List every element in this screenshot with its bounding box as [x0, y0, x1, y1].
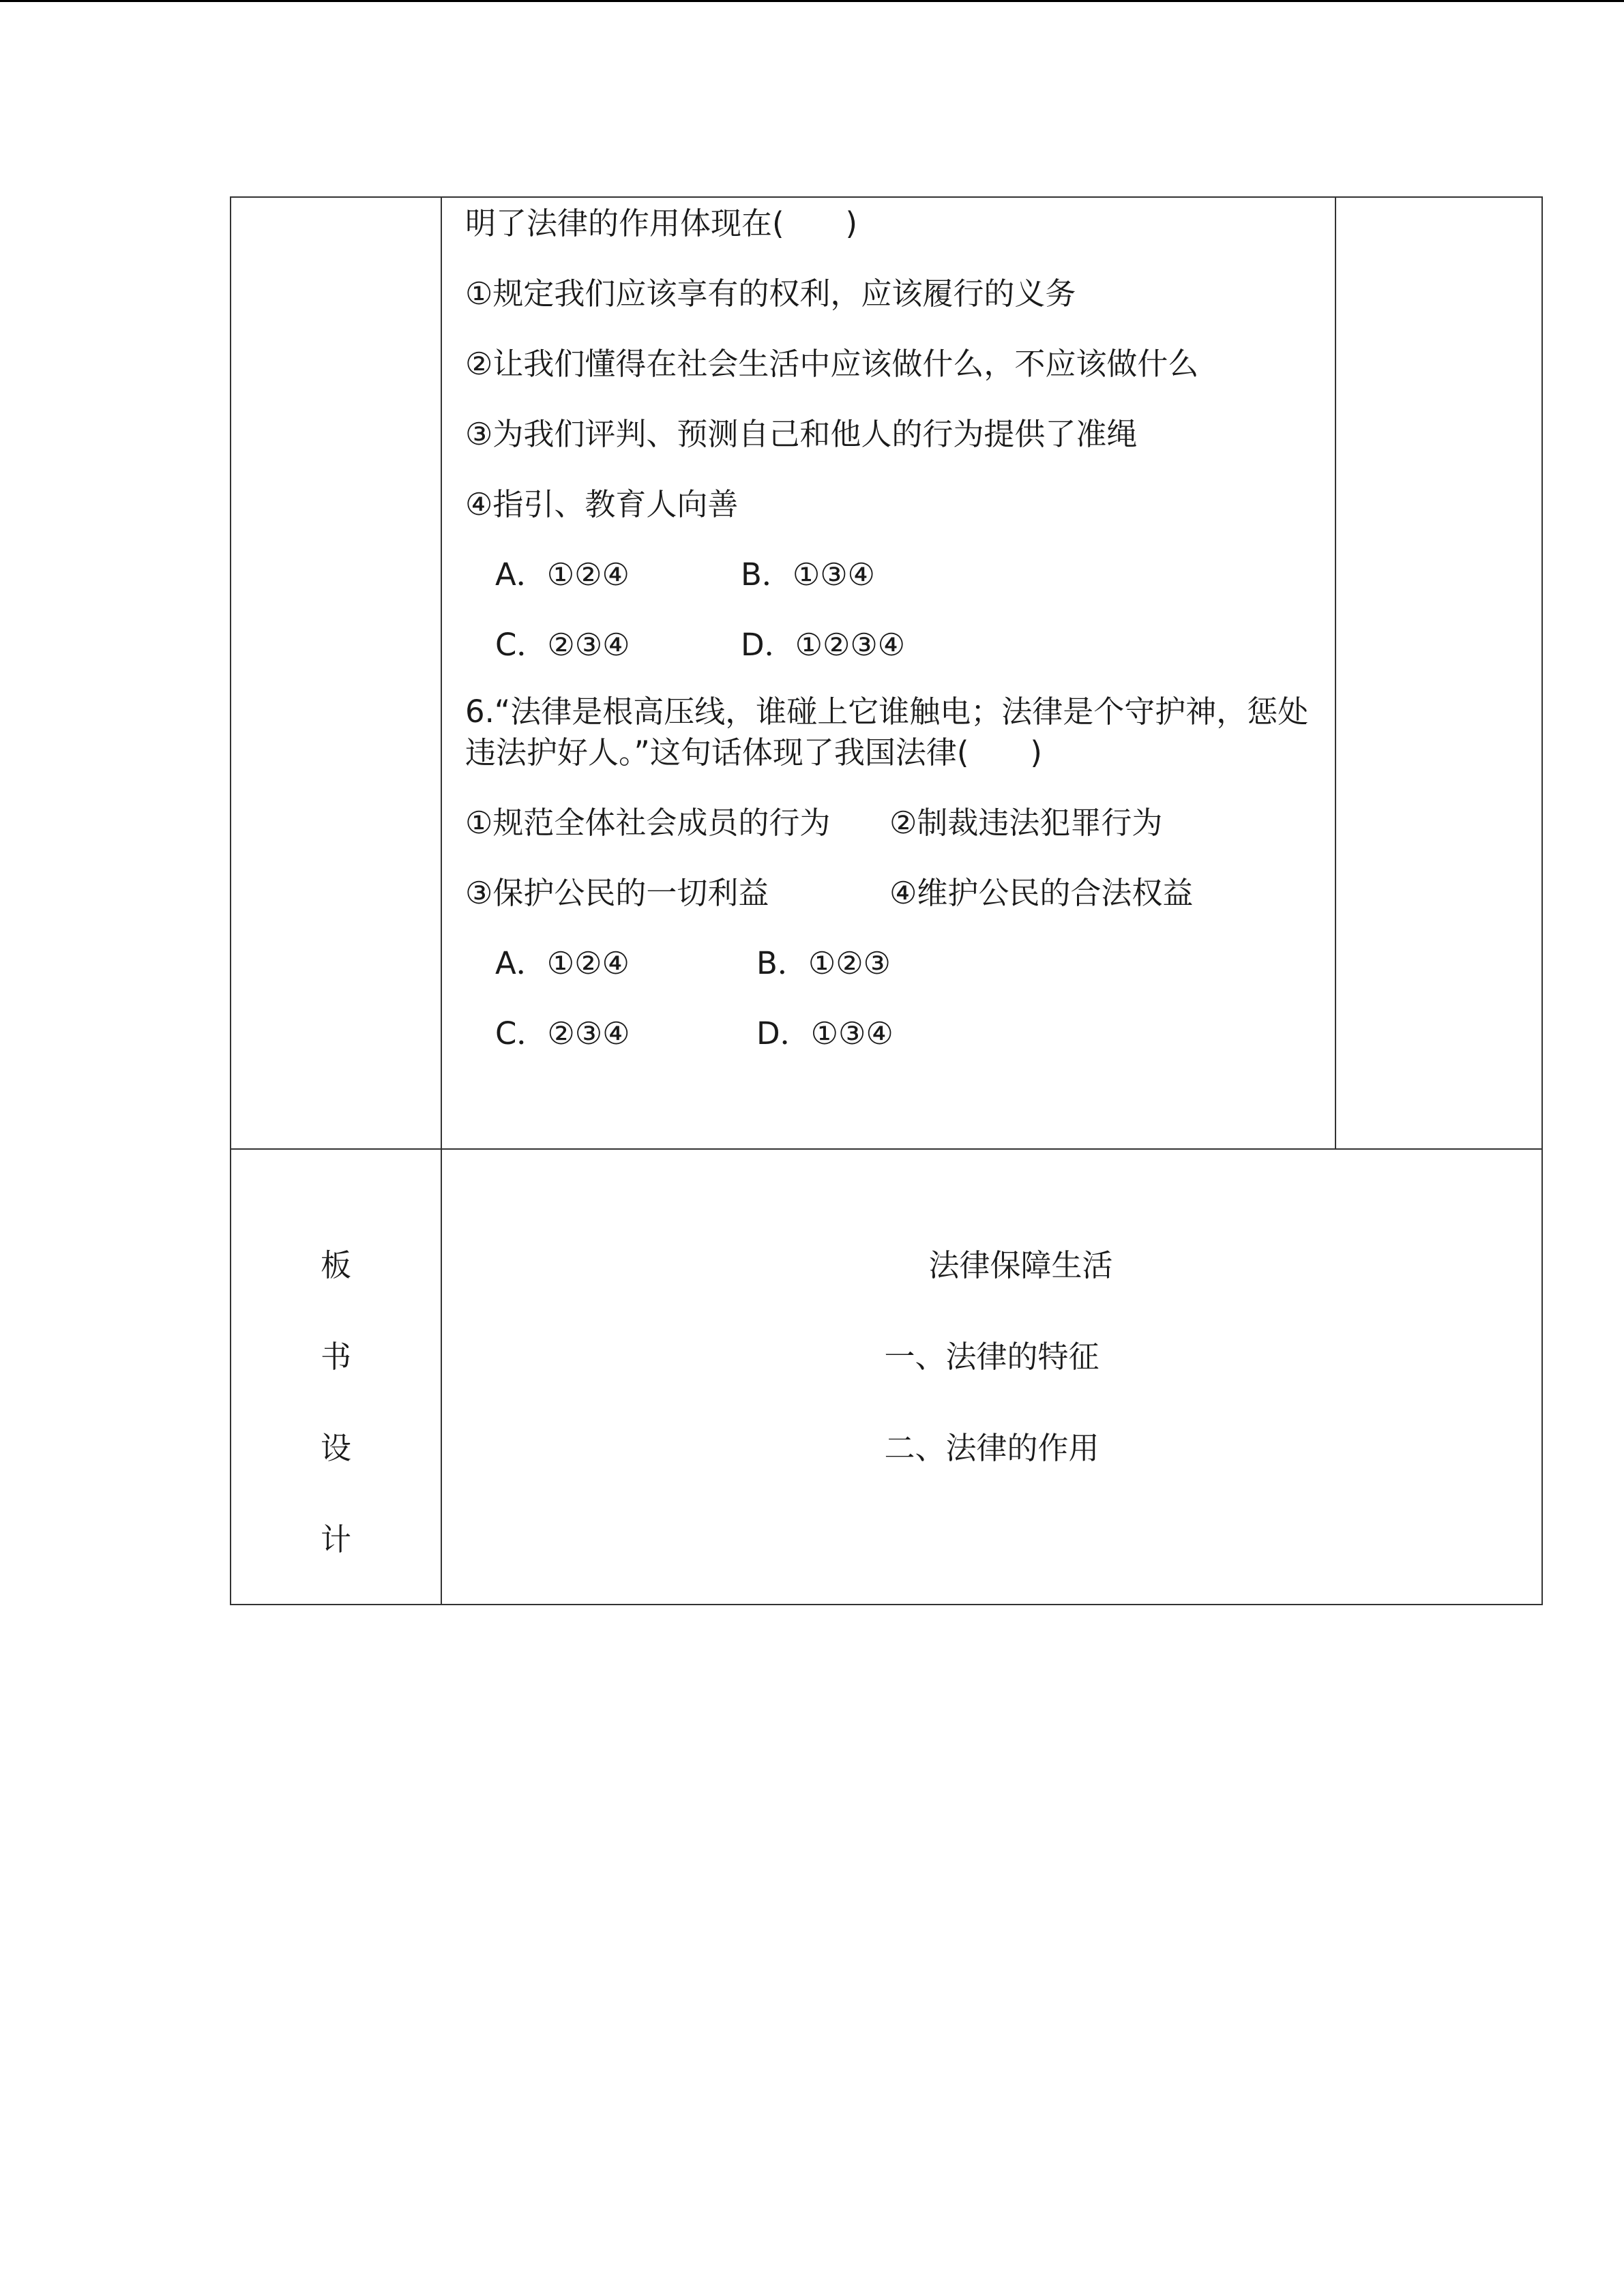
- lesson-plan-table: [230, 196, 1543, 1605]
- q5-options-row-2: [465, 625, 1335, 666]
- q6-options-row-2: [465, 1013, 1335, 1054]
- q5-options-row-1: [465, 554, 1335, 595]
- q6-option-d[interactable]: D．①③④: [756, 1015, 894, 1052]
- board-design-label-cell: [231, 1149, 441, 1605]
- q5-item-2: ②让我们懂得在社会生活中应该做什么，不应该做什么: [465, 346, 1199, 382]
- q6-item-2: ②制裁违法犯罪行为: [889, 805, 1163, 841]
- board-label-char-1: 板: [320, 1247, 351, 1283]
- page-top-border: [0, 0, 1624, 2]
- exercise-right-cell: [1335, 197, 1542, 1149]
- exercise-content-cell: [441, 197, 1335, 1149]
- q6-items-row-1: [465, 803, 1335, 844]
- board-label-char-3: 设: [320, 1430, 351, 1466]
- q6-item-4: ④维护公民的合法权益: [889, 875, 1194, 911]
- q5-option-a[interactable]: A．①②④: [495, 556, 630, 593]
- board-point-1: 一、法律的特征: [884, 1339, 1099, 1375]
- q6-options-row-1: [465, 943, 1335, 984]
- q5-option-c[interactable]: C．②③④: [495, 627, 630, 663]
- board-label-char-4: 计: [320, 1521, 351, 1557]
- board-design-content-cell: [441, 1149, 1542, 1605]
- q6-option-a[interactable]: A．①②④: [495, 945, 630, 981]
- q6-option-c[interactable]: C．②③④: [495, 1015, 630, 1052]
- q5-item-4: ④指引、教育人向善: [465, 486, 739, 522]
- board-point-2: 二、法律的作用: [884, 1430, 1099, 1466]
- q6-option-b[interactable]: B．①②③: [756, 945, 891, 981]
- q6-item-1: ①规范全体社会成员的行为: [465, 805, 831, 841]
- q5-option-b[interactable]: B．①③④: [741, 556, 875, 593]
- q5-item-1: ①规定我们应该享有的权利，应该履行的义务: [465, 275, 1076, 312]
- board-title: 法律保障生活: [928, 1247, 1113, 1283]
- board-label-char-2: 书: [320, 1339, 351, 1375]
- exercise-row: [231, 197, 1542, 1149]
- q6-item-3: ③保护公民的一切利益: [465, 875, 769, 911]
- q6-stem: 6.“法律是根高压线，谁碰上它谁触电；法律是个守护神，惩处违法护好人。”这句话体现了我国法律( ): [465, 694, 1309, 771]
- q5-item-3: ③为我们评判、预测自己和他人的行为提供了准绳: [465, 416, 1138, 452]
- q6-items-row-2: [465, 873, 1335, 914]
- board-design-row: [231, 1149, 1542, 1605]
- exercise-left-cell: [231, 197, 441, 1149]
- q5-stem-tail: 明了法律的作用体现在( ): [465, 205, 858, 241]
- q5-option-d[interactable]: D．①②③④: [741, 627, 906, 663]
